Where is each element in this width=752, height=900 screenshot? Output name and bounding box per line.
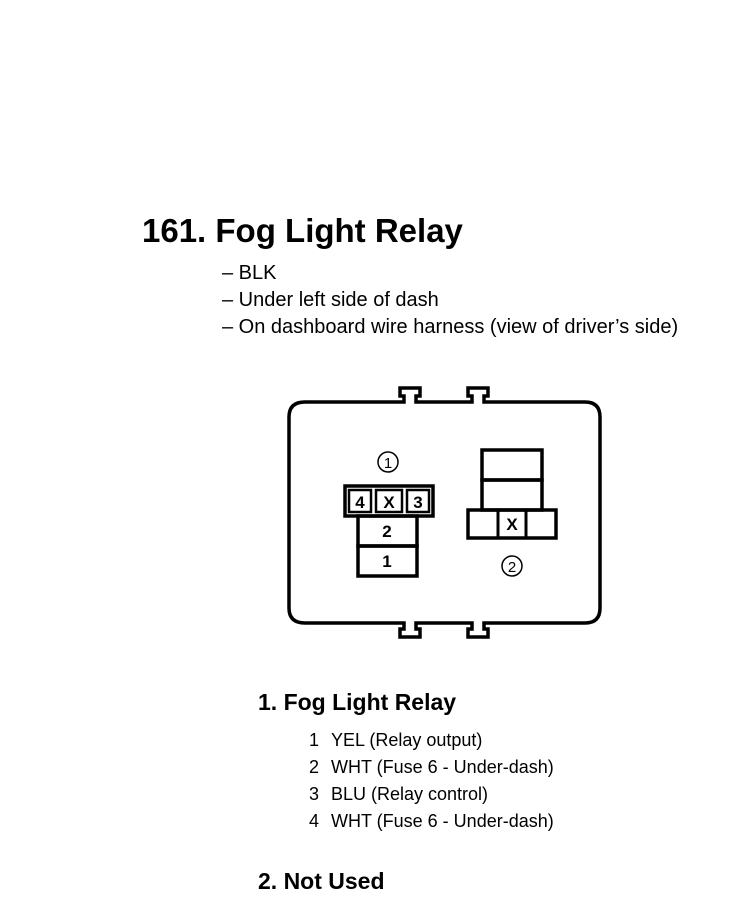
pin-description: BLU (Relay control) <box>331 784 489 804</box>
pin-row <box>309 727 554 754</box>
section-fog-light-relay-heading: 1. Fog Light Relay <box>258 689 457 715</box>
section-not-used-heading: 2. Not Used <box>258 868 385 894</box>
note-harness: – On dashboard wire harness (view of driver’s side) <box>222 316 679 338</box>
pin-3-label: 3 <box>413 493 423 512</box>
page-title: 161. Fog Light Relay <box>142 212 463 249</box>
connector-2-top-block <box>482 450 542 480</box>
relay-housing-outline <box>289 388 600 637</box>
connector-2 <box>468 450 556 576</box>
pin-number: 4 <box>309 811 320 831</box>
connector-2-x-label: X <box>506 515 518 534</box>
pin-row <box>309 781 554 808</box>
pin-number: 1 <box>309 730 320 750</box>
pin-x-label: X <box>383 493 395 512</box>
pin-2-label: 2 <box>382 522 392 541</box>
note-location: – Under left side of dash <box>222 289 439 311</box>
pin-description: YEL (Relay output) <box>331 730 483 750</box>
connector-2-label: 2 <box>507 559 517 576</box>
pin-number: 2 <box>309 757 320 777</box>
pin-1-label: 1 <box>382 552 392 571</box>
pin-list <box>309 727 554 835</box>
connector-1 <box>345 452 433 576</box>
pin-row <box>309 754 554 781</box>
note-color: – BLK <box>222 262 277 284</box>
pin-number: 3 <box>309 784 320 804</box>
connector-2-mid-block <box>482 480 542 510</box>
pin-description: WHT (Fuse 6 - Under-dash) <box>331 811 554 831</box>
pin-row <box>309 808 554 835</box>
connector-1-label: 1 <box>383 455 393 472</box>
pin-description: WHT (Fuse 6 - Under-dash) <box>331 757 554 777</box>
pin-4-label: 4 <box>355 493 365 512</box>
